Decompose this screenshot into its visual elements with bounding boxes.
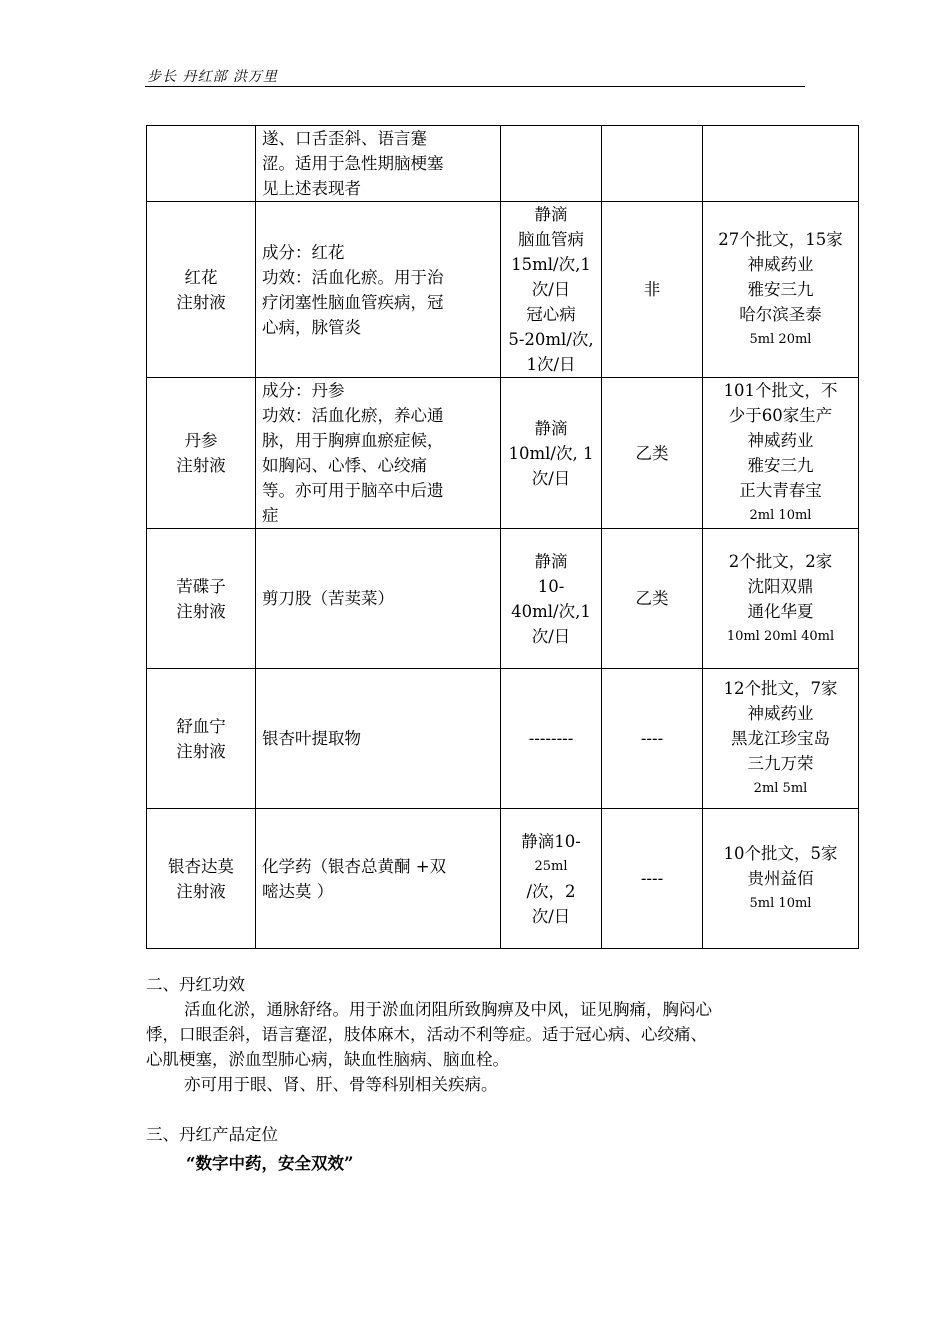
approvals-line: 哈尔滨圣泰 [739, 305, 822, 324]
approvals-line: 少于60家生产 [728, 406, 833, 425]
table-row [147, 809, 859, 949]
usage-line: 5-20ml/次, [508, 330, 594, 349]
usage-cell [501, 669, 602, 809]
usage-line: 1次/日 [526, 355, 576, 374]
approvals-line: 10个批文，5家 [723, 844, 838, 863]
ingredient-line: 成分：丹参 [262, 381, 345, 400]
approvals-line: 神威药业 [747, 255, 814, 274]
usage-line: 次/日 [531, 626, 571, 646]
drug-name-line: 丹参 [184, 431, 218, 450]
approvals-line: 黑龙江珍宝岛 [731, 729, 830, 748]
usage-line: 冠心病 [526, 305, 576, 324]
drug-comparison-table [146, 125, 859, 949]
drug-name-line: 注射液 [176, 601, 226, 621]
table-row [147, 378, 859, 529]
approvals-line: 10ml 20ml 40ml [726, 628, 835, 644]
approvals-line: 神威药业 [747, 431, 814, 450]
ingredient-line: 涩。适用于急性期脑梗塞 [262, 154, 444, 173]
ingredient-line: 遂、口舌歪斜、语言蹇 [262, 129, 427, 148]
insurance-category-line: ---- [640, 729, 664, 748]
ingredient-line: 症 [262, 506, 279, 525]
usage-line: -------- [528, 729, 574, 748]
para-line: 悸，口眼歪斜，语言蹇涩，肢体麻木，活动不利等症。适于冠心病、心绞痛、 [146, 1025, 707, 1044]
ingredient-cell [256, 669, 501, 809]
ingredient-cell [256, 529, 501, 669]
drug-name-line: 注射液 [176, 741, 226, 761]
approvals-line: 2ml 10ml [749, 508, 812, 523]
usage-line: 10ml/次, 1 [508, 443, 594, 463]
ingredient-line: 化学药（银杏总黄酮 +双 [262, 856, 447, 876]
approvals-line: 三九万荣 [747, 754, 814, 773]
approvals-line: 5ml 20ml [749, 332, 812, 347]
insurance-category-line: 乙类 [635, 589, 669, 608]
drug-name-cell [147, 669, 256, 809]
product-slogan: “数字中药，安全双效” [186, 1154, 354, 1173]
section-2-para-1-cont [146, 1022, 806, 1072]
drug-name-line: 舒血宁 [176, 716, 226, 736]
drug-name-line: 注射液 [176, 292, 226, 312]
drug-name-cell [147, 202, 256, 378]
approvals-line: 27个批文，15家 [718, 230, 843, 249]
insurance-category-cell [602, 809, 703, 949]
table-row [147, 202, 859, 378]
insurance-category-line: 乙类 [635, 443, 669, 463]
ingredient-cell [256, 126, 501, 202]
approvals-line: 5ml 10ml [749, 896, 812, 911]
usage-line: 静滴 [534, 418, 568, 438]
usage-line: 静滴 [534, 205, 568, 224]
approvals-line: 神威药业 [747, 704, 814, 723]
ingredient-line: 功效：活血化瘀，养心通 [262, 406, 444, 425]
drug-name-cell [147, 378, 256, 529]
ingredient-line: 疗闭塞性脑血管疾病，冠 [262, 292, 444, 312]
insurance-category-cell [602, 529, 703, 669]
ingredient-line: 成分：红花 [262, 242, 345, 262]
usage-line: 40ml/次,1 [511, 601, 591, 621]
drug-name-cell [147, 529, 256, 669]
table-row [147, 529, 859, 669]
drug-name-cell [147, 126, 256, 202]
usage-line: 静滴 [534, 551, 568, 571]
approvals-line: 通化华夏 [747, 601, 814, 621]
usage-line: 次/日 [531, 468, 571, 488]
drug-name-line: 注射液 [176, 456, 226, 475]
ingredient-line: 如胸闷、心悸、心绞痛 [262, 456, 427, 475]
ingredient-line: 心病，脉管炎 [262, 317, 361, 337]
approvals-line: 101个批文，不 [723, 381, 838, 400]
ingredient-line: 等。亦可用于脑卒中后遗 [262, 481, 444, 500]
insurance-category-cell [602, 126, 703, 202]
drug-name-line: 苦碟子 [176, 576, 226, 596]
approvals-cell [703, 378, 859, 529]
usage-line: 15ml/次,1 [511, 255, 591, 274]
approvals-cell [703, 202, 859, 378]
ingredient-cell [256, 202, 501, 378]
insurance-category-cell [602, 669, 703, 809]
para-line: 心肌梗塞，淤血型肺心病，缺血性脑病、脑血栓。 [146, 1050, 509, 1069]
insurance-category-line: ---- [640, 869, 664, 888]
ingredient-cell [256, 378, 501, 529]
approvals-line: 12个批文，7家 [723, 679, 838, 698]
section-3-title: 三、丹红产品定位 [146, 1125, 278, 1144]
usage-cell [501, 126, 602, 202]
usage-cell [501, 809, 602, 949]
ingredient-line: 嘧达莫 ） [262, 881, 334, 901]
drug-name-cell [147, 809, 256, 949]
insurance-category-line: 非 [643, 280, 661, 299]
insurance-category-cell [602, 378, 703, 529]
ingredient-line: 脉，用于胸痹血瘀症候， [262, 431, 444, 450]
drug-name-line: 红花 [184, 267, 218, 287]
section-2 [146, 972, 806, 1097]
section-3 [146, 1122, 806, 1147]
approvals-line: 2ml 5ml [753, 781, 808, 796]
approvals-line: 2个批文，2家 [728, 551, 833, 571]
usage-line: 次/日 [531, 906, 571, 926]
usage-cell [501, 378, 602, 529]
usage-line: 10- [537, 576, 565, 596]
section-2-para-2: 亦可用于眼、肾、肝、骨等科别相关疾病。 [184, 1075, 498, 1094]
section-2-title: 二、丹红功效 [146, 975, 245, 994]
ingredient-line: 银杏叶提取物 [262, 729, 361, 748]
ingredient-line: 功效：活血化瘀。用于治 [262, 267, 444, 287]
drug-name-line: 银杏达莫 [168, 856, 234, 876]
approvals-cell [703, 669, 859, 809]
usage-line: 静滴10- [521, 831, 581, 851]
para-line: 活血化淤，通脉舒络。用于淤血闭阻所致胸痹及中风，证见胸痛，胸闷心 [184, 1000, 712, 1019]
table-row [147, 669, 859, 809]
approvals-line: 雅安三九 [747, 456, 814, 475]
header-rule [145, 86, 805, 87]
usage-cell [501, 202, 602, 378]
approvals-line: 贵州益佰 [747, 869, 814, 888]
table-row [147, 126, 859, 202]
approvals-cell [703, 809, 859, 949]
approvals-cell [703, 126, 859, 202]
usage-line: 25ml [534, 858, 568, 874]
usage-line: 脑血管病 [518, 230, 584, 249]
ingredient-line: 剪刀股（苦荬菜） [262, 589, 394, 608]
approvals-line: 正大青春宝 [739, 481, 822, 500]
approvals-line: 沈阳双鼎 [747, 576, 814, 596]
approvals-cell [703, 529, 859, 669]
approvals-line: 雅安三九 [747, 280, 814, 299]
ingredient-cell [256, 809, 501, 949]
usage-cell [501, 529, 602, 669]
usage-line: 次/日 [531, 280, 571, 299]
usage-line: /次，2 [526, 881, 576, 901]
page-header: 步长 丹红部 洪万里 [147, 69, 278, 85]
ingredient-line: 见上述表现者 [262, 179, 361, 198]
section-2-para-1 [146, 997, 806, 1022]
drug-name-line: 注射液 [176, 881, 226, 901]
insurance-category-cell [602, 202, 703, 378]
